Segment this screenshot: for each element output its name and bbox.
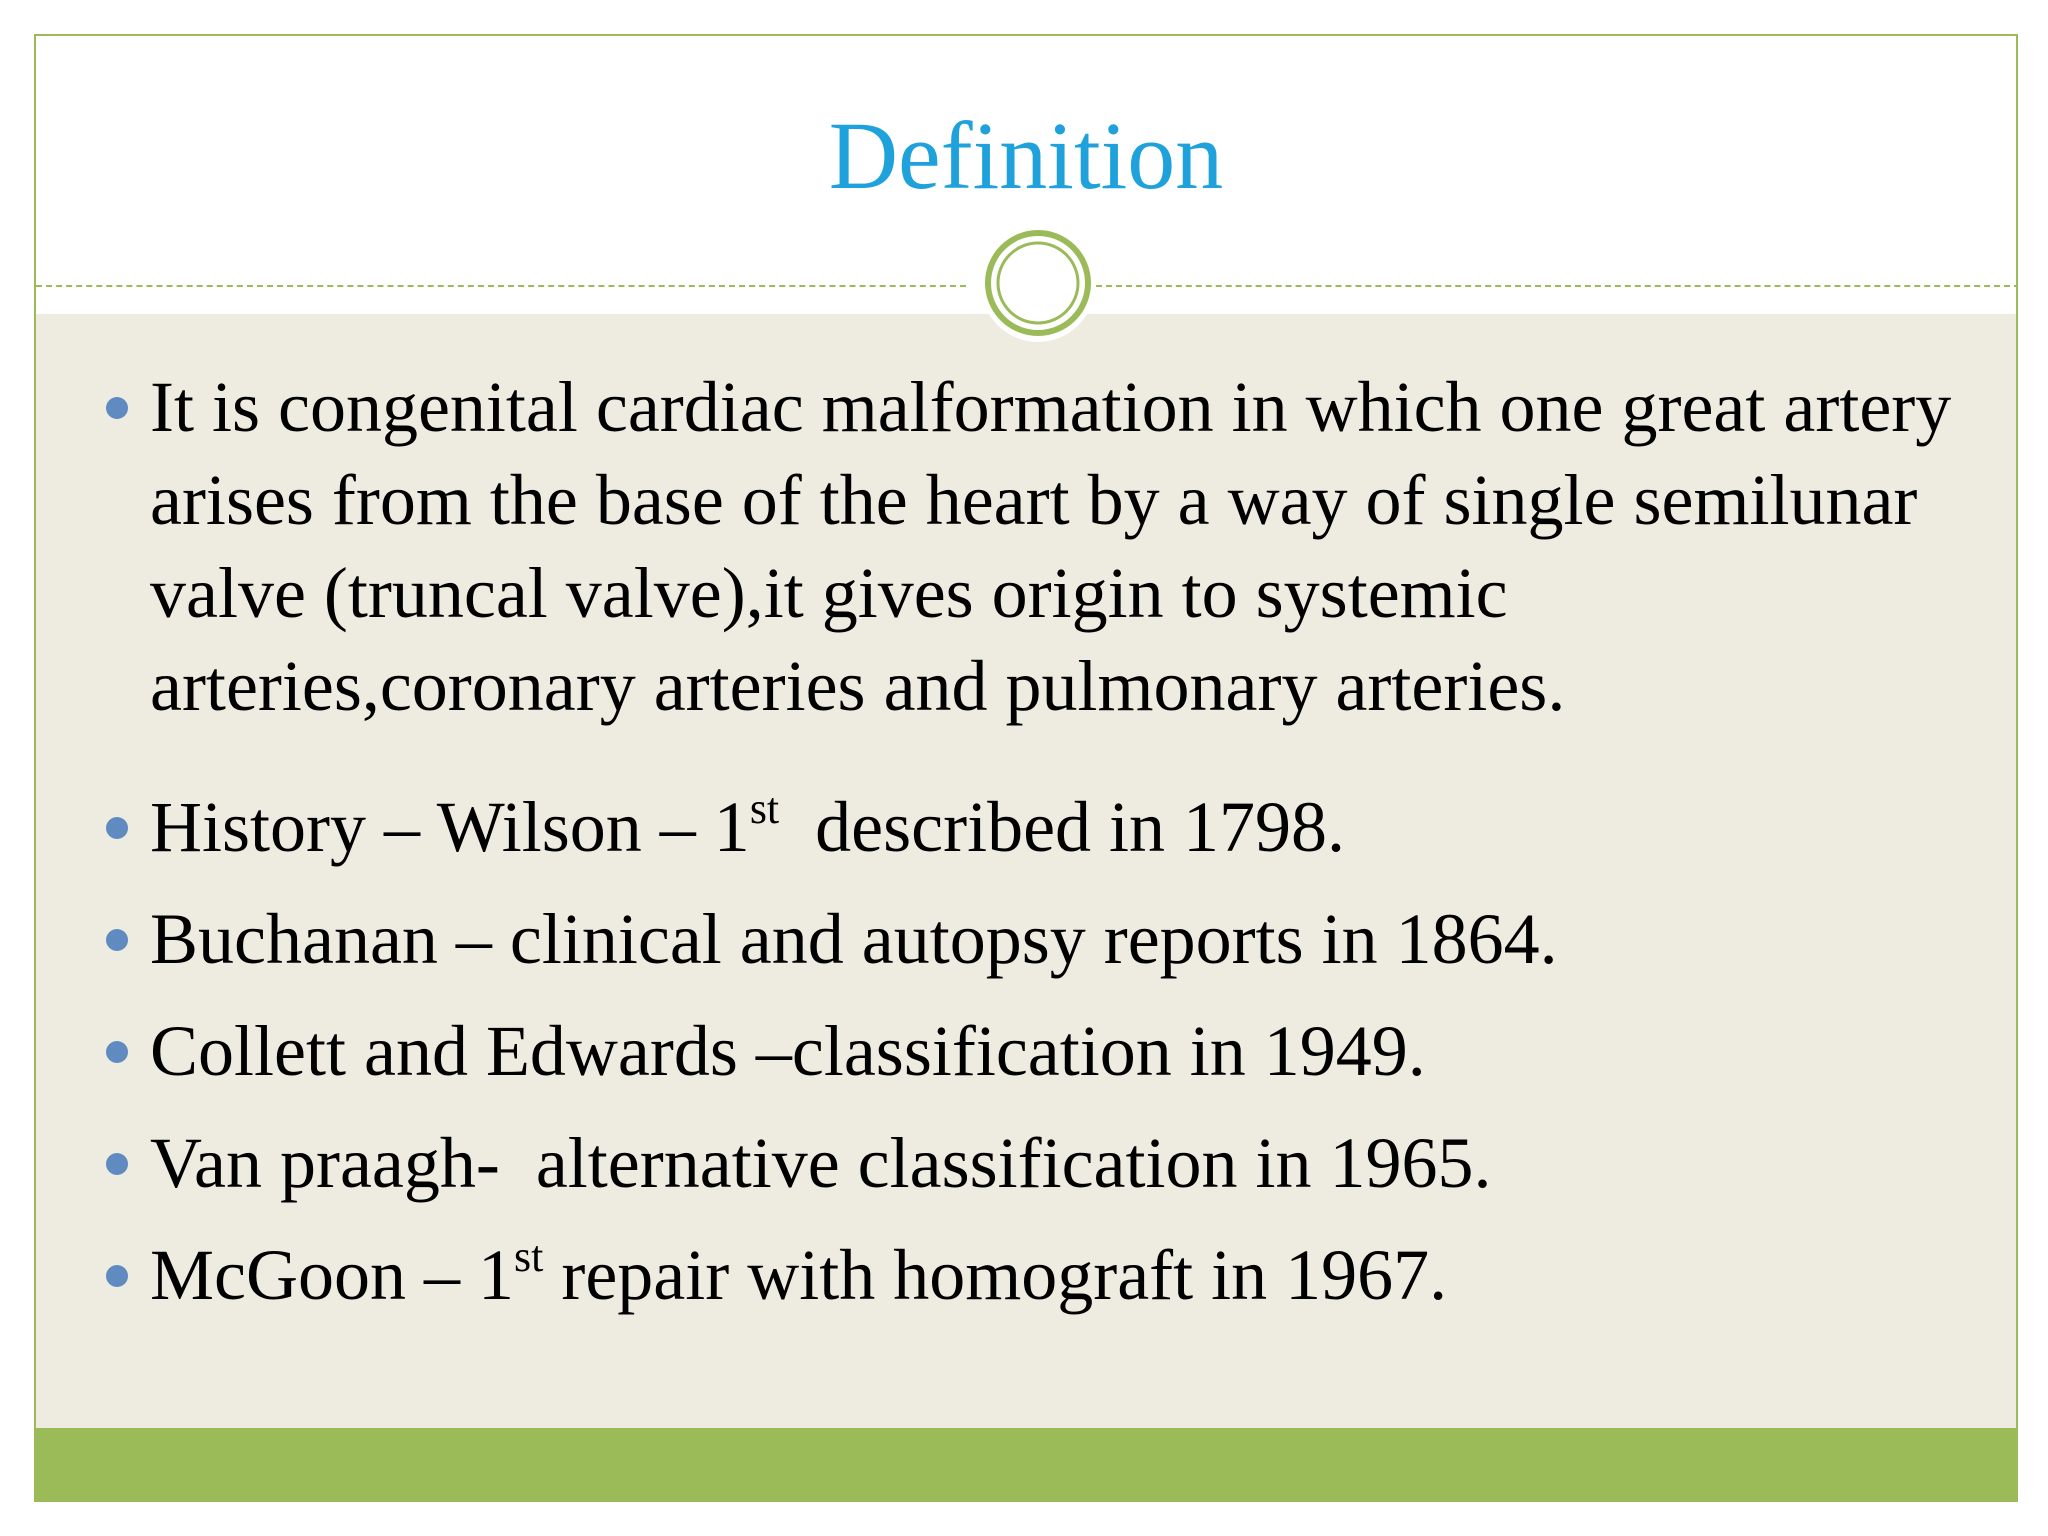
bullet-dot-icon	[106, 1265, 128, 1287]
bullet-dot-icon	[106, 817, 128, 839]
slide-title: Definition	[828, 102, 1224, 209]
bullet-dot-icon	[106, 397, 128, 419]
bullet-item	[150, 361, 1980, 733]
bullet-dot-icon	[106, 1041, 128, 1063]
bullet-dot-icon	[106, 929, 128, 951]
bullet-text-continued: repair with homograft in 1967.	[543, 1235, 1448, 1315]
bullet-dot-icon	[106, 1153, 128, 1175]
circle-ornament-icon	[981, 228, 1095, 342]
title-divider-right	[1096, 285, 2018, 287]
bullet-item	[150, 1005, 1980, 1098]
footer-bar	[36, 1428, 2016, 1500]
bullet-item	[150, 1117, 1980, 1210]
bullet-item	[150, 893, 1980, 986]
bullet-text: History – Wilson – 1	[150, 787, 750, 867]
bullet-text: Collett and Edwards –classification in 1949.	[150, 1011, 1426, 1091]
title-divider-left	[36, 285, 966, 287]
bullet-text: McGoon – 1	[150, 1235, 514, 1315]
bullet-text-continued: described in 1798.	[779, 787, 1346, 867]
bullet-item	[150, 1229, 1980, 1322]
bullet-item	[150, 781, 1980, 874]
bullet-text: Buchanan – clinical and autopsy reports in 1864.	[150, 899, 1558, 979]
bullet-text: Van praagh- alternative classification in 1965.	[150, 1123, 1492, 1203]
ordinal-suffix: st	[749, 784, 780, 833]
ordinal-suffix: st	[513, 1232, 544, 1281]
slide	[34, 34, 2018, 1502]
bullet-text: It is congenital cardiac malformation in which one great artery arises from the base of the heart by a way of single semilunar valve (truncal valve),it gives origin to systemic arteries,coronary arteries and pulmonary arteries.	[150, 367, 1952, 726]
